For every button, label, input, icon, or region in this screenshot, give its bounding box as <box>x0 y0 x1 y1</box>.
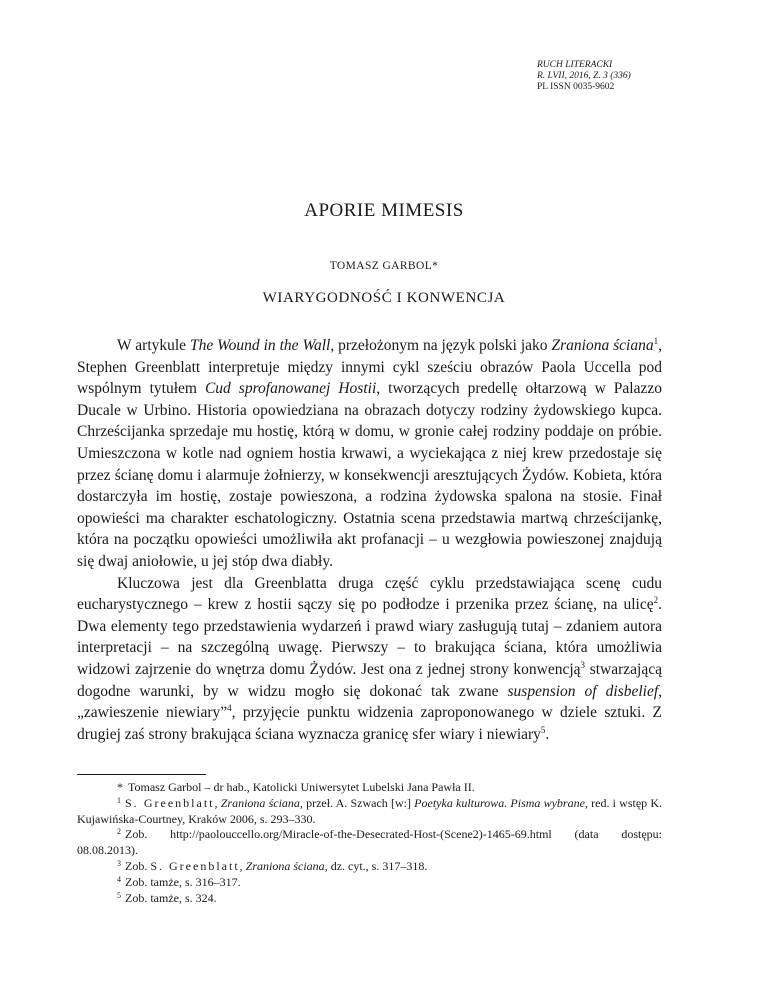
footnotes <box>77 780 662 906</box>
author-name: TOMASZ GARBOL <box>329 260 433 272</box>
footnote-mark: 3 <box>117 858 121 868</box>
footnote-author: S. Greenblatt <box>125 795 215 810</box>
italic-title: Cud sprofanowanej Hostii <box>204 380 377 398</box>
footnote-ref: 1 <box>653 336 659 346</box>
text-run: Kluczowa jest dla Greenblatta druga część cyklu przedstawiająca scenę cudu eucharystycznego – krew z hostii sączy się po podłodze i przenika przez ścianę, na ulicę <box>77 574 662 614</box>
text-run: stwarzającą dogodne warunki, by w widzu mogło się dokonać tak zwane <box>77 660 662 700</box>
journal-issn: PL ISSN 0035-9602 <box>537 82 615 93</box>
footnote-text: , dz. cyt., s. 317–318. <box>324 858 428 873</box>
text-run: . <box>545 725 550 743</box>
footnote-separator <box>77 774 206 775</box>
footnote-3 <box>77 859 662 875</box>
footnote-mark: 4 <box>117 874 121 884</box>
section-heading: WIARYGODNOŚĆ I KONWENCJA <box>262 290 506 306</box>
footnote-text: Zob. tamże, s. 316–317. <box>125 874 241 889</box>
footnote-text: Zob. <box>125 858 151 873</box>
footnote-1 <box>77 796 662 828</box>
footnote-italic: Poetyka kulturowa. Pisma wybrane <box>414 795 585 810</box>
italic-term: suspension of disbelief <box>507 682 659 700</box>
footnote-text: Tomasz Garbol – dr hab., Katolicki Uniwersytet Lubelski Jana Pawła II. <box>128 780 475 794</box>
footnote-ref: 5 <box>540 724 546 735</box>
author-footnote-mark: * <box>432 260 439 272</box>
paragraph-2 <box>77 573 662 746</box>
footnote-2 <box>77 827 662 859</box>
text-run: . Dwa elementy tego przedstawienia wydarzeń i prawd wiary zasługują tutaj – zdaniem autora interpretacji – na szczególną uwagę. Pierwszy – to brakująca ściana, która umożliwia widzowi zajrzenie do wnętrza domu Żydów. Jest ona z jednej strony konwencją <box>77 596 662 678</box>
footnote-text: , przeł. A. Szwach [w:] <box>299 795 415 810</box>
footnote-ref: 2 <box>653 595 659 606</box>
footnote-author: S. Greenblatt <box>150 858 240 873</box>
footnote-text: Zob. http://paolouccello.org/Miracle-of-the-Desecrated-Host-(Scene2)-1465-69.html (data dostępu: 08.08.2013). <box>77 827 662 858</box>
footnote-italic: Zraniona ściana <box>245 858 325 873</box>
article-body <box>77 335 662 745</box>
text-run: , przełożonym na język polski jako <box>330 337 552 354</box>
footnote-5 <box>77 891 662 907</box>
journal-volume: R. LVII, 2016, Z. 3 (336) <box>537 71 631 82</box>
footnote-mark: 5 <box>117 890 121 900</box>
text-run: , Stephen Greenblatt interpretuje między innymi cykl sześciu obrazów Paola Uccella pod wspólnym tytułem <box>77 337 662 398</box>
footnote-text: Zob. tamże, s. 324. <box>125 890 217 905</box>
footnote-4 <box>77 875 662 891</box>
footnote-text: , <box>214 795 221 810</box>
footnote-text: , <box>239 858 246 873</box>
footnote-star <box>77 780 662 796</box>
paragraph-1 <box>77 335 662 573</box>
footnote-ref: 4 <box>227 703 232 714</box>
text-run: , „zawieszenie niewiary” <box>77 682 663 722</box>
italic-title: Zraniona ściana <box>551 337 654 354</box>
footnote-mark: 2 <box>117 827 121 837</box>
footnote-italic: Zraniona ściana <box>220 795 300 810</box>
article-author <box>0 260 768 272</box>
text-run: , tworzących predellę ołtarzową w Palazzo Ducale w Urbino. Historia opowiedziana na obrazach dotyczy rodziny żydowskiego kupca. Chrześcijanka sprzedaje mu hostię, którą w domu, w gronie całej rodziny poddaje on próbie. Umieszczona w kotle nad ogniem hostia krwawi, a wyciekająca z niej krew przedostaje się przez ścianę domu i alarmuje żołnierzy, w konsekwencji aresztujących Żydów. Kobieta, która dostarczyła im hostię, zostaje powieszona, a rodzina żydowska spalona na stosie. Finał opowieści ma charakter eschatologiczny. Ostatnia scena przedstawia martwą chrześcijankę, która na początku opowieści umożliwiła akt profanacji – u wezgłowia powieszonej znajdują się dwaj aniołowie, u jej stóp dwa diabły. <box>77 380 662 570</box>
article-title: APORIE MIMESIS <box>304 200 464 221</box>
text-run: , przyjęcie punktu widzenia zaproponowanego w dziele sztuki. Z drugiej zaś strony brakująca ściana wyznacza granicę sfer wiary i niewiary <box>77 704 663 743</box>
footnote-text: , red. i wstęp K. Kujawińska-Courtney, Kraków 2006, s. 293–330. <box>77 795 663 826</box>
footnote-mark: 1 <box>117 795 121 805</box>
italic-title: The Wound in the Wall <box>190 337 331 354</box>
footnote-ref: 3 <box>580 659 586 670</box>
journal-masthead <box>537 60 631 94</box>
text-run: W artykule <box>117 337 190 354</box>
journal-name: RUCH LITERACKI <box>537 60 613 70</box>
footnote-mark: * <box>117 780 123 794</box>
